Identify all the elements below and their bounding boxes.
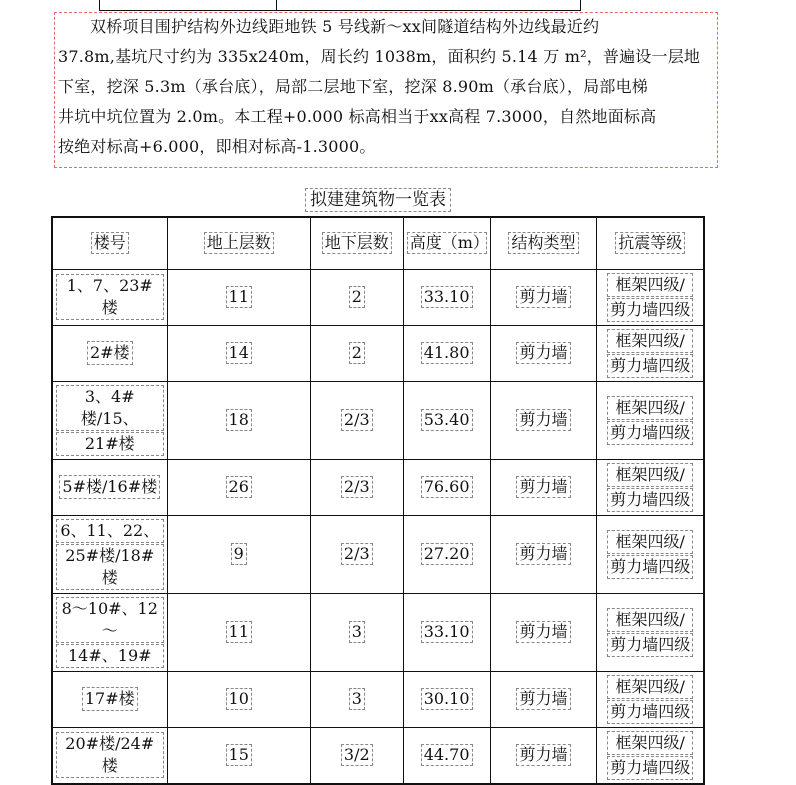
header-text: 地下层数 <box>322 232 392 254</box>
cell-building-lines <box>87 340 133 366</box>
header-text: 楼号 <box>91 232 129 254</box>
cell-below-floors <box>310 593 403 671</box>
cell-above-floors <box>167 593 310 671</box>
cell-seismic-line: 剪力墙四级 <box>607 488 693 512</box>
cell-seismic <box>597 269 704 325</box>
table-row <box>52 515 704 593</box>
cell-building <box>52 593 167 671</box>
cell-above-floors-text: 18 <box>226 409 252 431</box>
cell-height-text: 33.10 <box>421 286 473 308</box>
paragraph-line: 双桥项目围护结构外边线距地铁 5 号线新～xx间隧道结构外边线最近约 <box>90 17 600 36</box>
header-text: 地上层数 <box>204 232 274 254</box>
cell-structure-text: 剪力墙 <box>516 744 570 766</box>
cell-seismic-lines <box>607 607 693 658</box>
cell-height <box>403 593 490 671</box>
cell-seismic-lines <box>607 529 693 580</box>
cell-structure <box>490 381 597 459</box>
cell-height-text: 76.60 <box>421 476 473 498</box>
table-row <box>52 381 704 459</box>
cell-height-text: 27.20 <box>421 543 473 565</box>
cell-seismic-line: 剪力墙四级 <box>607 700 693 724</box>
cell-below-floors-text: 2 <box>349 286 365 308</box>
cell-below-floors <box>310 269 403 325</box>
cell-seismic-line: 框架四级/ <box>607 463 693 487</box>
cell-below-floors <box>310 671 403 727</box>
cell-above-floors-text: 26 <box>226 476 252 498</box>
fragment-divider <box>276 0 277 10</box>
cell-building-lines <box>56 731 164 779</box>
cell-above-floors <box>167 325 310 381</box>
cell-below-floors-text: 2/3 <box>341 543 373 565</box>
cell-above-floors <box>167 727 310 784</box>
header-below-floors <box>310 217 403 269</box>
header-building <box>52 217 167 269</box>
cell-seismic <box>597 515 704 593</box>
cell-below-floors-text: 3 <box>349 621 365 643</box>
cell-structure <box>490 269 597 325</box>
cell-building-lines <box>59 474 160 500</box>
cell-below-floors-text: 3 <box>349 688 365 710</box>
cell-structure-text: 剪力墙 <box>516 342 570 364</box>
cell-above-floors <box>167 269 310 325</box>
paragraph-line: 按绝对标高+6.000，即相对标高-1.3000。 <box>58 137 376 156</box>
header-text: 抗震等级 <box>615 232 685 254</box>
cell-structure <box>490 515 597 593</box>
header-height <box>403 217 490 269</box>
table-header-row <box>52 217 704 269</box>
cell-seismic <box>597 459 704 515</box>
table-row <box>52 459 704 515</box>
cell-building-line: 2#楼 <box>87 341 133 365</box>
cell-height-text: 41.80 <box>421 342 473 364</box>
cell-building-lines <box>82 686 138 712</box>
cell-height <box>403 727 490 784</box>
paragraph-line: 井坑中坑位置为 2.0m。本工程+0.000 标高相当于xx高程 7.3000，自然地面标高 <box>58 107 657 126</box>
cell-building <box>52 459 167 515</box>
cell-seismic-line: 剪力墙四级 <box>607 354 693 378</box>
cell-seismic <box>597 727 704 784</box>
paragraph-line: 下室，挖深 5.3m（承台底），局部二层地下室，挖深 8.90m（承台底），局部电梯 <box>58 77 648 96</box>
cell-below-floors-text: 3/2 <box>341 744 373 766</box>
cell-structure-text: 剪力墙 <box>516 543 570 565</box>
table-row <box>52 593 704 671</box>
cell-seismic-line: 框架四级/ <box>607 608 693 632</box>
cell-building-line: 1、7、23#楼 <box>56 274 164 320</box>
cell-above-floors-text: 11 <box>226 621 252 643</box>
table-row <box>52 727 704 784</box>
cell-building-line: 6、11、22、 <box>56 519 164 543</box>
cell-above-floors <box>167 459 310 515</box>
cell-building-line: 3、4#楼/15、 <box>56 385 164 431</box>
cell-above-floors-text: 11 <box>226 286 252 308</box>
cell-seismic-lines <box>607 395 693 446</box>
cell-seismic-line: 框架四级/ <box>607 329 693 353</box>
cell-seismic-lines <box>607 730 693 781</box>
table-caption: 拟建建筑物一览表 <box>305 188 451 212</box>
header-text: 高度（m） <box>407 232 487 254</box>
cell-building-lines <box>56 384 164 457</box>
cell-seismic-line: 框架四级/ <box>607 731 693 755</box>
cell-seismic <box>597 325 704 381</box>
table-row <box>52 269 704 325</box>
cell-building <box>52 515 167 593</box>
cell-height-text: 53.40 <box>421 409 473 431</box>
cell-seismic-line: 剪力墙四级 <box>607 298 693 322</box>
cell-seismic-line: 框架四级/ <box>607 675 693 699</box>
cell-seismic <box>597 381 704 459</box>
cell-seismic-line: 剪力墙四级 <box>607 633 693 657</box>
cell-below-floors <box>310 459 403 515</box>
cell-building-line: 25#楼/18#楼 <box>56 544 164 590</box>
paragraph-line: 37.8m,基坑尺寸约为 335x240m，周长约 1038m，面积约 5.14 万 m²，普遍设一层地 <box>58 47 701 66</box>
cell-building <box>52 325 167 381</box>
cell-below-floors <box>310 515 403 593</box>
cell-seismic-line: 剪力墙四级 <box>607 555 693 579</box>
cell-building <box>52 381 167 459</box>
cell-height <box>403 515 490 593</box>
header-above-floors <box>167 217 310 269</box>
cell-seismic-lines <box>607 674 693 725</box>
cell-below-floors <box>310 727 403 784</box>
cell-below-floors-text: 2/3 <box>341 476 373 498</box>
cell-structure-text: 剪力墙 <box>516 476 570 498</box>
cell-building-lines <box>56 596 164 669</box>
cell-seismic-line: 剪力墙四级 <box>607 756 693 780</box>
cell-building-line: 8～10#、12～ <box>56 597 164 643</box>
cell-seismic <box>597 593 704 671</box>
cell-seismic-lines <box>607 328 693 379</box>
header-seismic <box>597 217 704 269</box>
cell-building-line: 5#楼/16#楼 <box>59 475 160 499</box>
cell-structure <box>490 727 597 784</box>
table-caption-wrap <box>0 188 756 212</box>
cell-structure <box>490 593 597 671</box>
cell-seismic-lines <box>607 272 693 323</box>
cell-structure <box>490 459 597 515</box>
cell-height-text: 33.10 <box>421 621 473 643</box>
cell-below-floors <box>310 381 403 459</box>
cell-above-floors-text: 10 <box>226 688 252 710</box>
cell-building <box>52 269 167 325</box>
table-body <box>52 269 704 784</box>
cell-building <box>52 727 167 784</box>
cell-structure-text: 剪力墙 <box>516 688 570 710</box>
cell-building-line: 20#楼/24#楼 <box>56 732 164 778</box>
table-row <box>52 325 704 381</box>
header-text: 结构类型 <box>508 232 578 254</box>
cell-building-lines <box>56 273 164 321</box>
cell-above-floors <box>167 515 310 593</box>
previous-table-fragment <box>99 0 581 11</box>
cell-structure-text: 剪力墙 <box>516 409 570 431</box>
cell-building-line: 21#楼 <box>56 432 164 456</box>
cell-seismic-line: 框架四级/ <box>607 273 693 297</box>
cell-seismic-line: 框架四级/ <box>607 396 693 420</box>
cell-seismic-line: 剪力墙四级 <box>607 421 693 445</box>
cell-seismic-line: 框架四级/ <box>607 530 693 554</box>
cell-above-floors-text: 9 <box>231 543 247 565</box>
cell-building <box>52 671 167 727</box>
cell-below-floors-text: 2/3 <box>341 409 373 431</box>
cell-height <box>403 325 490 381</box>
cell-height <box>403 671 490 727</box>
cell-height-text: 30.10 <box>421 688 473 710</box>
cell-building-line: 17#楼 <box>82 687 138 711</box>
cell-above-floors <box>167 381 310 459</box>
cell-height <box>403 381 490 459</box>
cell-height-text: 44.70 <box>421 744 473 766</box>
header-structure <box>490 217 597 269</box>
cell-above-floors-text: 14 <box>226 342 252 364</box>
cell-height <box>403 269 490 325</box>
cell-height <box>403 459 490 515</box>
table-row <box>52 671 704 727</box>
cell-seismic-lines <box>607 462 693 513</box>
cell-below-floors-text: 2 <box>349 342 365 364</box>
cell-above-floors <box>167 671 310 727</box>
project-description-paragraph <box>58 12 718 162</box>
buildings-table <box>51 216 705 785</box>
cell-seismic <box>597 671 704 727</box>
cell-building-lines <box>56 518 164 591</box>
cell-structure-text: 剪力墙 <box>516 286 570 308</box>
cell-structure <box>490 671 597 727</box>
cell-below-floors <box>310 325 403 381</box>
cell-building-line: 14#、19# <box>56 644 164 668</box>
cell-above-floors-text: 15 <box>226 744 252 766</box>
cell-structure <box>490 325 597 381</box>
cell-structure-text: 剪力墙 <box>516 621 570 643</box>
